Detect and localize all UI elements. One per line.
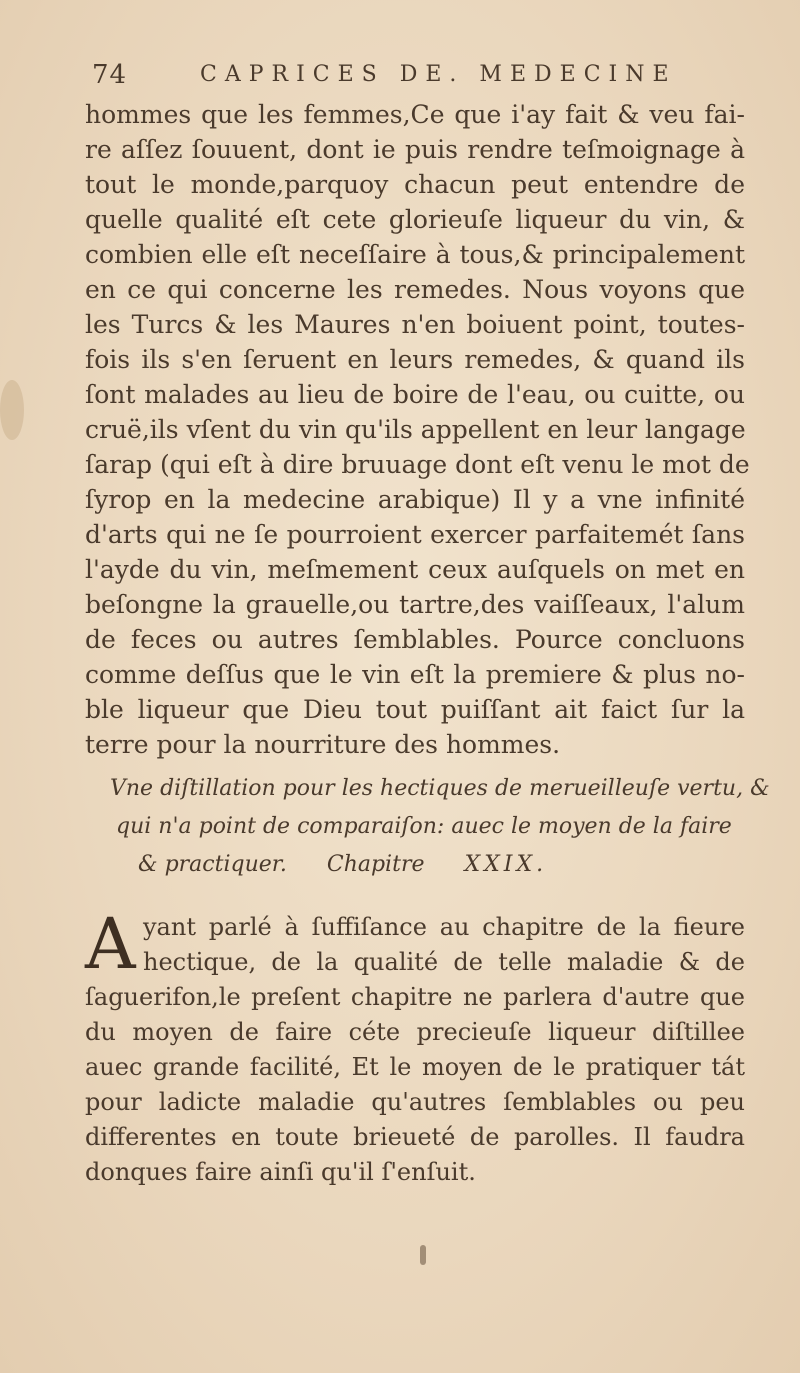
chapter-heading-text: & practiquer. (138, 852, 287, 877)
text-line: pour ladicte maladie qu'autres ſemblables ou peu (85, 1088, 745, 1116)
ink-mark (420, 1245, 426, 1265)
text-line: ble liqueur que Dieu tout puiſſant ait faict ſur la (85, 695, 745, 724)
text-line: du moyen de faire céte precieuſe liqueur diſtillee (85, 1018, 745, 1046)
text-line: tout le monde,parquoy chacun peut entendre de (85, 170, 745, 199)
text-line: ſont malades au lieu de boire de l'eau, ou cuitte, ou (85, 380, 745, 409)
text-line: re aſſez ſouuent, dont ie puis rendre teſmoignage à (85, 135, 745, 164)
text-line: d'arts qui ne ſe pourroient exercer parfaitemét ſans (85, 520, 745, 549)
chapter-heading-line: qui n'a point de comparaiſon: auec le moyen de la faire (116, 814, 732, 839)
drop-cap-initial: A (85, 903, 136, 985)
body-text (85, 97, 750, 762)
text-line: fois ils s'en ſeruent en leurs remedes, & quand ils (85, 345, 745, 374)
text-line: quelle qualité eſt cete glorieuſe liqueur du vin, & (85, 205, 745, 234)
text-line: de feces ou autres ſemblables. Pource concluons (85, 625, 745, 654)
text-line: ſarap (qui eſt à dire bruuage dont eſt venu le mot de (85, 450, 750, 479)
chapter-heading-line: Vne diſtillation pour les hectiques de merueilleuſe vertu, & (110, 776, 770, 801)
text-line: cruë,ils vſent du vin qu'ils appellent en leur langage (85, 415, 746, 444)
text-line: differentes en toute brieueté de parolles. Il faudra (85, 1123, 745, 1151)
text-line: l'ayde du vin, meſmement ceux auſquels on met en (85, 555, 745, 584)
text-line: comme deſſus que le vin eſt la premiere & plus no- (85, 660, 745, 689)
text-line: combien elle eſt neceſſaire à tous,& principalement (85, 240, 745, 269)
chapter-label: Chapitre (326, 852, 425, 877)
page-number: 74 (92, 60, 128, 90)
paper-stain (0, 380, 24, 440)
text-line: hommes que les femmes,Ce que i'ay fait & veu fai- (85, 100, 745, 129)
text-line: auec grande facilité, Et le moyen de le pratiquer tát (85, 1053, 745, 1081)
chapter-heading (110, 770, 770, 884)
chapter-number: XXIX. (464, 852, 548, 877)
text-line: les Turcs & les Maures n'en boiuent point, toutes- (85, 310, 745, 339)
text-line: ſyrop en la medecine arabique) Il y a vne infinité (85, 485, 745, 514)
running-title: CAPRICES DE. MEDECINE (200, 62, 677, 87)
text-line: terre pour la nourriture des hommes. (85, 730, 561, 759)
text-line: donques faire ainſi qu'il ſ'enſuit. (85, 1158, 476, 1186)
chapter-heading-line (110, 846, 730, 884)
text-line: beſongne la grauelle,ou tartre,des vaiſſeaux, l'alum (85, 590, 745, 619)
chapter-body (85, 903, 745, 1190)
text-line: yant parlé à ſuffiſance au chapitre de la fieure (143, 913, 745, 941)
page-header (92, 60, 740, 100)
text-line: hectique, de la qualité de telle maladie & de (143, 948, 745, 976)
text-line: ſaguerifon,le preſent chapitre ne parlera d'autre que (85, 983, 745, 1011)
text-line: en ce qui concerne les remedes. Nous voyons que (85, 275, 745, 304)
